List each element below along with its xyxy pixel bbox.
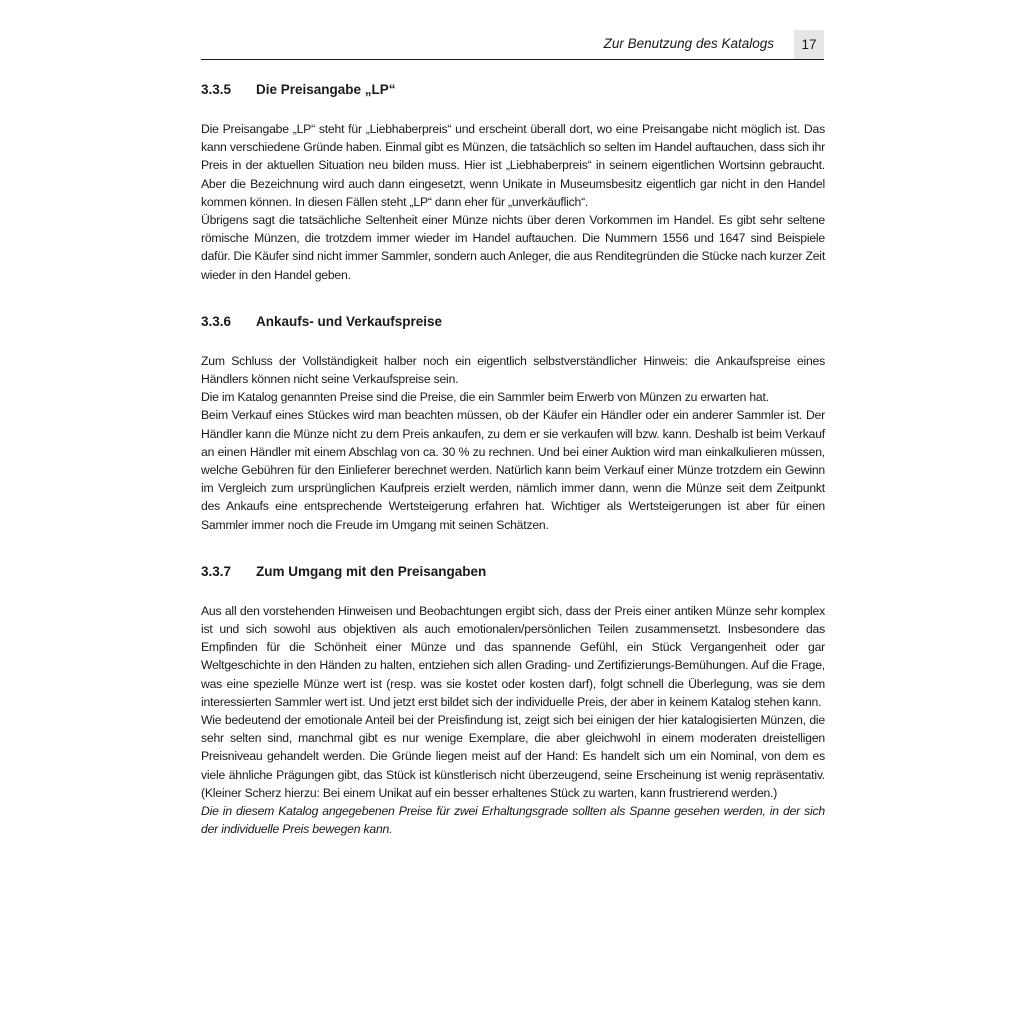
paragraph: Wie bedeutend der emotionale Anteil bei der Preisfindung ist, zeigt sich bei einigen der hier katalogisierten Münzen, die sehr selten sind, manchmal gibt es nur wenige Exemplare, die aber gleichwohl in einem moderaten dreistelligen Preisniveau gehandelt werden. Die Gründe liegen meist auf der Hand: Es handelt sich um ein Nominal, von dem es viele ähnliche Prägungen gibt, das Stück ist künstlerisch nicht überzeugend, seine Erscheinung ist wenig repräsentativ. (Kleiner Scherz hierzu: Bei einem Unikat auf ein besser erhaltenes Stück zu warten, kann frustrierend werden.) <box>201 713 825 800</box>
running-title: Zur Benutzung des Katalogs <box>603 36 774 51</box>
paragraph: Aus all den vorstehenden Hinweisen und Beobachtungen ergibt sich, dass der Preis einer antiken Münze sehr komplex ist und sich sowohl aus objektiven als auch emotionalen/persönlichen Teilen zusammensetzt. Insbesondere das Empfinden für die Schönheit einer Münze und das spannende Gefühl, ein Stück Vergangenheit oder gar Weltgeschichte in den Händen zu halten, entziehen sich allen Grading- und Zertifizierungs-Bemühungen. Auf die Frage, was eine spezielle Münze wert ist (resp. was sie kostet oder kosten darf), folgt schnell die Überlegung, was sie dem interessierten Sammler wert ist. Und jetzt erst bildet sich der individuelle Preis, der aber in keinem Katalog stehen kann. <box>201 603 825 709</box>
section-3-3-6 <box>201 314 825 534</box>
running-header <box>201 30 824 60</box>
italic-summary-paragraph: Die in diesem Katalog angegebenen Preise für zwei Erhaltungsgrade sollten als Spanne gesehen werden, in der sich der individuelle Preis bewegen kann. <box>201 804 825 837</box>
section-title: Ankaufs- und Verkaufspreise <box>256 313 443 329</box>
section-3-3-5 <box>201 82 825 284</box>
paragraph: Die im Katalog genannten Preise sind die Preise, die ein Sammler beim Erwerb von Münzen zu erwarten hat. <box>201 390 769 405</box>
section-heading <box>201 564 825 582</box>
section-title: Die Preisangabe „LP“ <box>256 82 396 97</box>
section-heading <box>201 314 825 332</box>
paragraph: Übrigens sagt die tatsächliche Seltenheit einer Münze nichts über deren Vorkommen im Handel. Es gibt sehr seltene römische Münzen, die trotzdem immer wieder im Handel auftauchen. Die Nummern 1556 und 1647 sind Beispiele dafür. Die Käufer sind nicht immer Sammler, sondern auch Anleger, die aus Renditegründen die Stücke nach kurzer Zeit wieder in den Handel geben. <box>201 213 825 282</box>
section-3-3-7 <box>201 564 825 839</box>
section-heading <box>201 82 825 100</box>
paragraph: Beim Verkauf eines Stückes wird man beachten müssen, ob der Käufer ein Händler oder ein anderer Sammler ist. Der Händler kann die Münze nicht zu dem Preis ankaufen, zu dem er sie verkaufen will bzw. kann. Deshalb ist beim Verkauf an einen Händler mit einem Abschlag von ca. 30 % zu rechnen. Und bei einer Auktion wird man einkalkulieren müssen, welche Gebühren für den Einlieferer berechnet werden. Natürlich kann beim Verkauf einer Münze trotzdem ein Gewinn im Vergleich zum ursprünglichen Kaufpreis erzielt werden, nämlich immer dann, wenn die Münze seit dem Zeitpunkt des Ankaufs eine entsprechende Wertsteigerung erfahren hat. Wichtiger als Wertsteigerungen ist aber für einen Sammler immer noch die Freude im Umgang mit seinen Schätzen. <box>201 408 825 532</box>
page-number: 17 <box>794 30 824 59</box>
section-number: 3.3.6 <box>201 313 232 329</box>
paragraph: Zum Schluss der Vollständigkeit halber noch ein eigentlich selbstverständlicher Hinweis: die Ankaufspreise eines Händlers können nicht seine Verkaufspreise sein. <box>201 353 825 387</box>
section-number: 3.3.5 <box>201 82 232 97</box>
section-title: Zum Umgang mit den Preisangaben <box>256 563 487 579</box>
paragraph: Die Preisangabe „LP“ steht für „Liebhaberpreis“ und erscheint überall dort, wo eine Preisangabe nicht möglich ist. Das kann verschiedene Gründe haben. Einmal gibt es Münzen, die tatsächlich so selten im Handel auftauchen, dass sich ihr Preis in der aktuellen Situation neu bilden muss. Hier ist „Liebhaberpreis“ in seinem eigentlichen Wortsinn gebraucht. Aber die Bezeichnung wird auch dann eingesetzt, wenn Unikate in Museumsbesitz eigentlich gar nicht in den Handel kommen können. In diesen Fällen steht „LP“ dann eher für „unverkäuflich“. <box>201 122 825 209</box>
section-number: 3.3.7 <box>201 563 232 579</box>
page-content <box>201 82 825 839</box>
